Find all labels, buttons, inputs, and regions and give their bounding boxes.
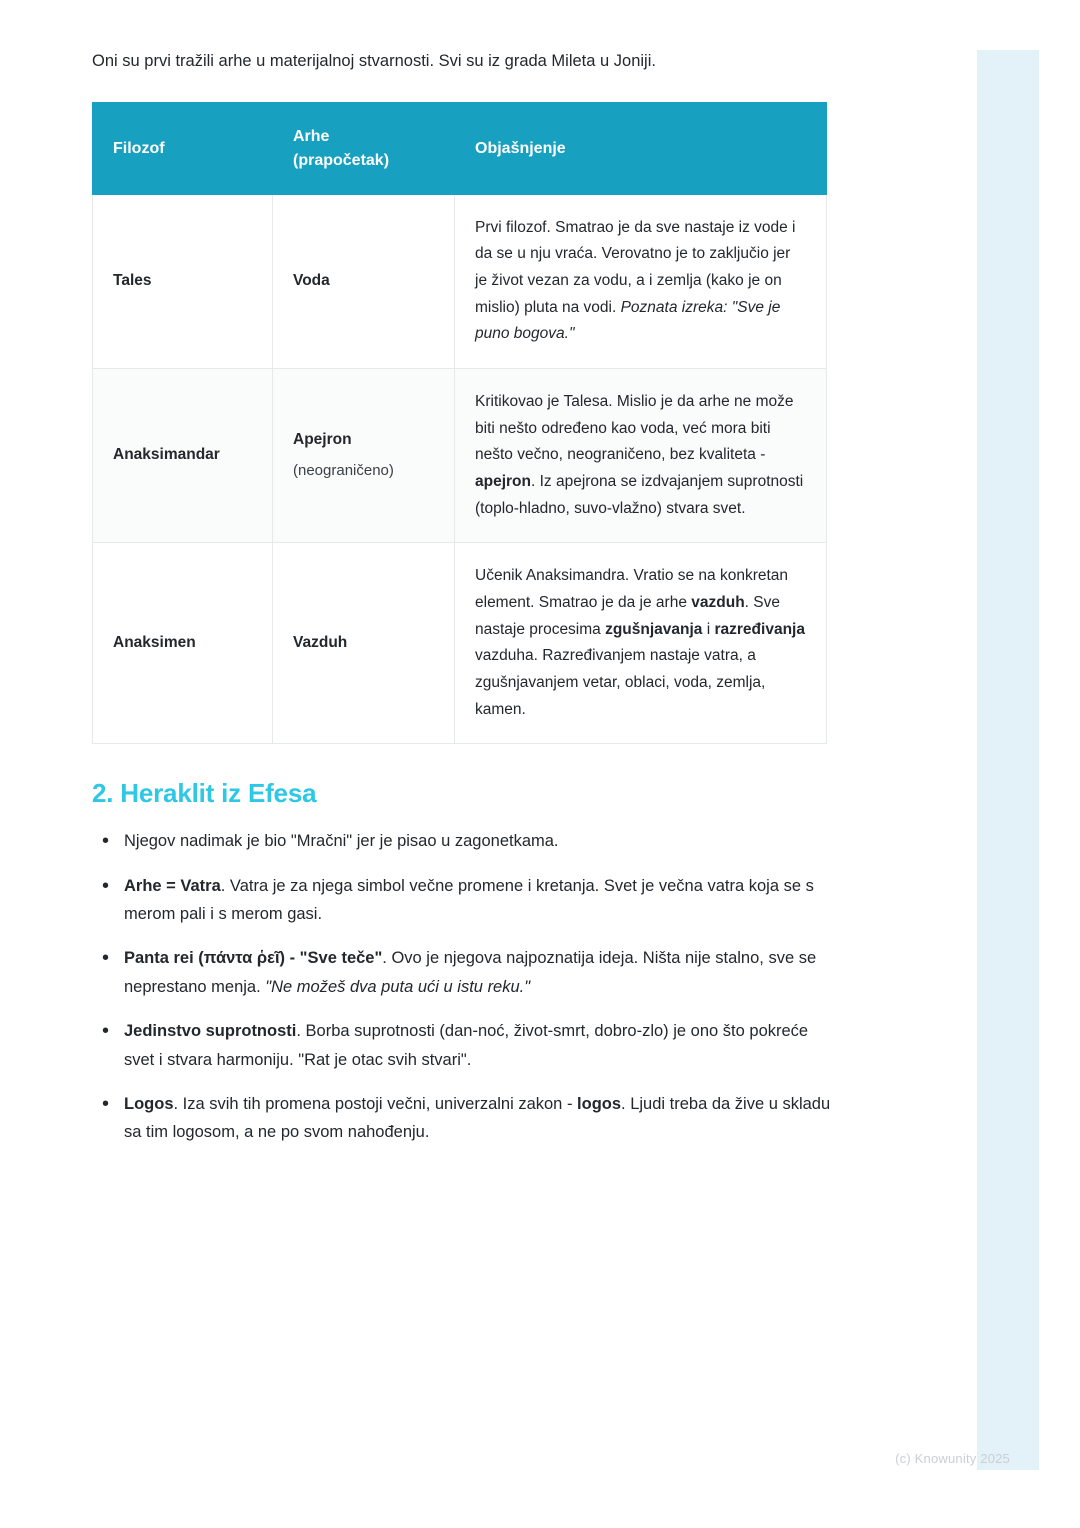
heraclitus-bullet-list — [92, 827, 832, 1146]
text-run: Kritikovao je Talesa. Mislio je da arhe ne može biti nešto određeno kao voda, već mora biti nešto večno, neograničeno, bez kvaliteta - — [475, 393, 794, 464]
table-row — [93, 543, 827, 744]
document-content — [92, 48, 832, 1163]
table-row — [93, 369, 827, 543]
text-run: . Vatra je za njega simbol večne promene i kretanja. Svet je večna vatra koja se s merom pali i s merom gasi. — [124, 876, 814, 924]
text-run: logos — [577, 1094, 622, 1113]
column-header-explanation: Objašnjenje — [455, 103, 827, 194]
column-header-arhe — [273, 103, 455, 194]
text-run: . Borba suprotnosti (dan-noć, život-smrt, dobro-zlo) je ono što pokreće svet i stvara harmoniju. "Rat je otac svih stvari". — [124, 1022, 809, 1069]
cell-explanation — [455, 369, 827, 543]
cell-explanation — [455, 543, 827, 744]
text-run: . Ovo je njegova najpoznatija ideja. Ništa nije stalno, sve se neprestano menja. — [124, 949, 817, 996]
philosopher-name: Anaksimandar — [113, 446, 220, 464]
text-run: "Ne možeš dva puta ući u istu reku." — [265, 977, 531, 996]
cell-arhe — [273, 194, 455, 368]
copyright-watermark: (c) Knowunity 2025 — [895, 1451, 1010, 1466]
text-run: Poznata izreka: "Sve je puno bogova." — [475, 298, 781, 343]
cell-arhe — [273, 543, 455, 744]
text-run: Prvi filozof. Smatrao je da sve nastaje iz vode i da se u nju vraća. Verovatno je to zaključio jer je život vezan za vodu, a i zemlja (kako je on mislio) pluta na vodi. — [475, 218, 796, 316]
text-run: vazduh — [691, 593, 745, 611]
list-item — [92, 872, 832, 929]
cell-explanation — [455, 194, 827, 368]
text-run: . Ljudi treba da žive u skladu sa tim logosom, a ne po svom nahođenju. — [124, 1094, 831, 1142]
philosophers-table — [92, 102, 827, 744]
arhe-value: Apejron — [293, 431, 352, 449]
table-head — [93, 103, 827, 194]
text-run: . Iza svih tih promena postoji večni, univerzalni zakon - — [173, 1094, 578, 1113]
section-heading-heraclitus: 2. Heraklit iz Efesa — [92, 778, 317, 809]
text-run: Učenik Anaksimandra. Vratio se na konkretan element. Smatrao je da je arhe — [475, 567, 789, 611]
list-item — [92, 944, 832, 1001]
text-run: Jedinstvo suprotnosti — [124, 1022, 297, 1041]
text-run: . Sve nastaje procesima — [475, 593, 780, 638]
cell-philosopher — [93, 369, 273, 543]
text-run: Logos — [124, 1094, 174, 1113]
intro-paragraph: Oni su prvi tražili arhe u materijalnoj stvarnosti. Svi su iz grada Mileta u Joniji. — [92, 52, 656, 70]
side-band-fill — [977, 50, 1039, 1470]
text-run: Njegov nadimak je bio "Mračni" jer je pisao u zagonetkama. — [124, 832, 559, 851]
column-header-arhe-line1: Arhe — [293, 128, 330, 146]
cell-arhe — [273, 369, 455, 543]
list-item — [92, 1017, 832, 1074]
philosopher-name: Tales — [113, 272, 152, 290]
list-item — [92, 827, 832, 855]
arhe-value: Vazduh — [293, 633, 348, 651]
text-run: Panta rei (πάντα ῥεῖ) - "Sve teče" — [124, 949, 383, 968]
arhe-subtitle: (neograničeno) — [293, 462, 394, 480]
column-header-philosopher: Filozof — [93, 103, 273, 194]
text-run: zgušnjavanja — [605, 620, 703, 638]
text-run: . Iz apejrona se izdvajanjem suprotnosti (toplo-hladno, suvo-vlažno) stvara svet. — [475, 473, 804, 517]
list-item — [92, 1090, 832, 1147]
text-run: vazduha. Razređivanjem nastaje vatra, a zgušnjavanjem vetar, oblaci, voda, zemlja, kamen. — [475, 647, 766, 718]
text-run: i — [702, 620, 715, 638]
arhe-value: Voda — [293, 272, 330, 290]
text-run: Arhe = Vatra — [124, 876, 221, 895]
page-side-band — [972, 0, 1080, 1528]
cell-philosopher — [93, 543, 273, 744]
philosopher-name: Anaksimen — [113, 633, 196, 651]
column-header-arhe-line2: (prapočetak) — [293, 151, 390, 169]
table-body — [93, 194, 827, 744]
text-run: apejron — [475, 473, 531, 491]
cell-philosopher — [93, 194, 273, 368]
table-header-row — [93, 103, 827, 194]
table-row — [93, 194, 827, 368]
text-run: razređivanja — [714, 620, 805, 638]
